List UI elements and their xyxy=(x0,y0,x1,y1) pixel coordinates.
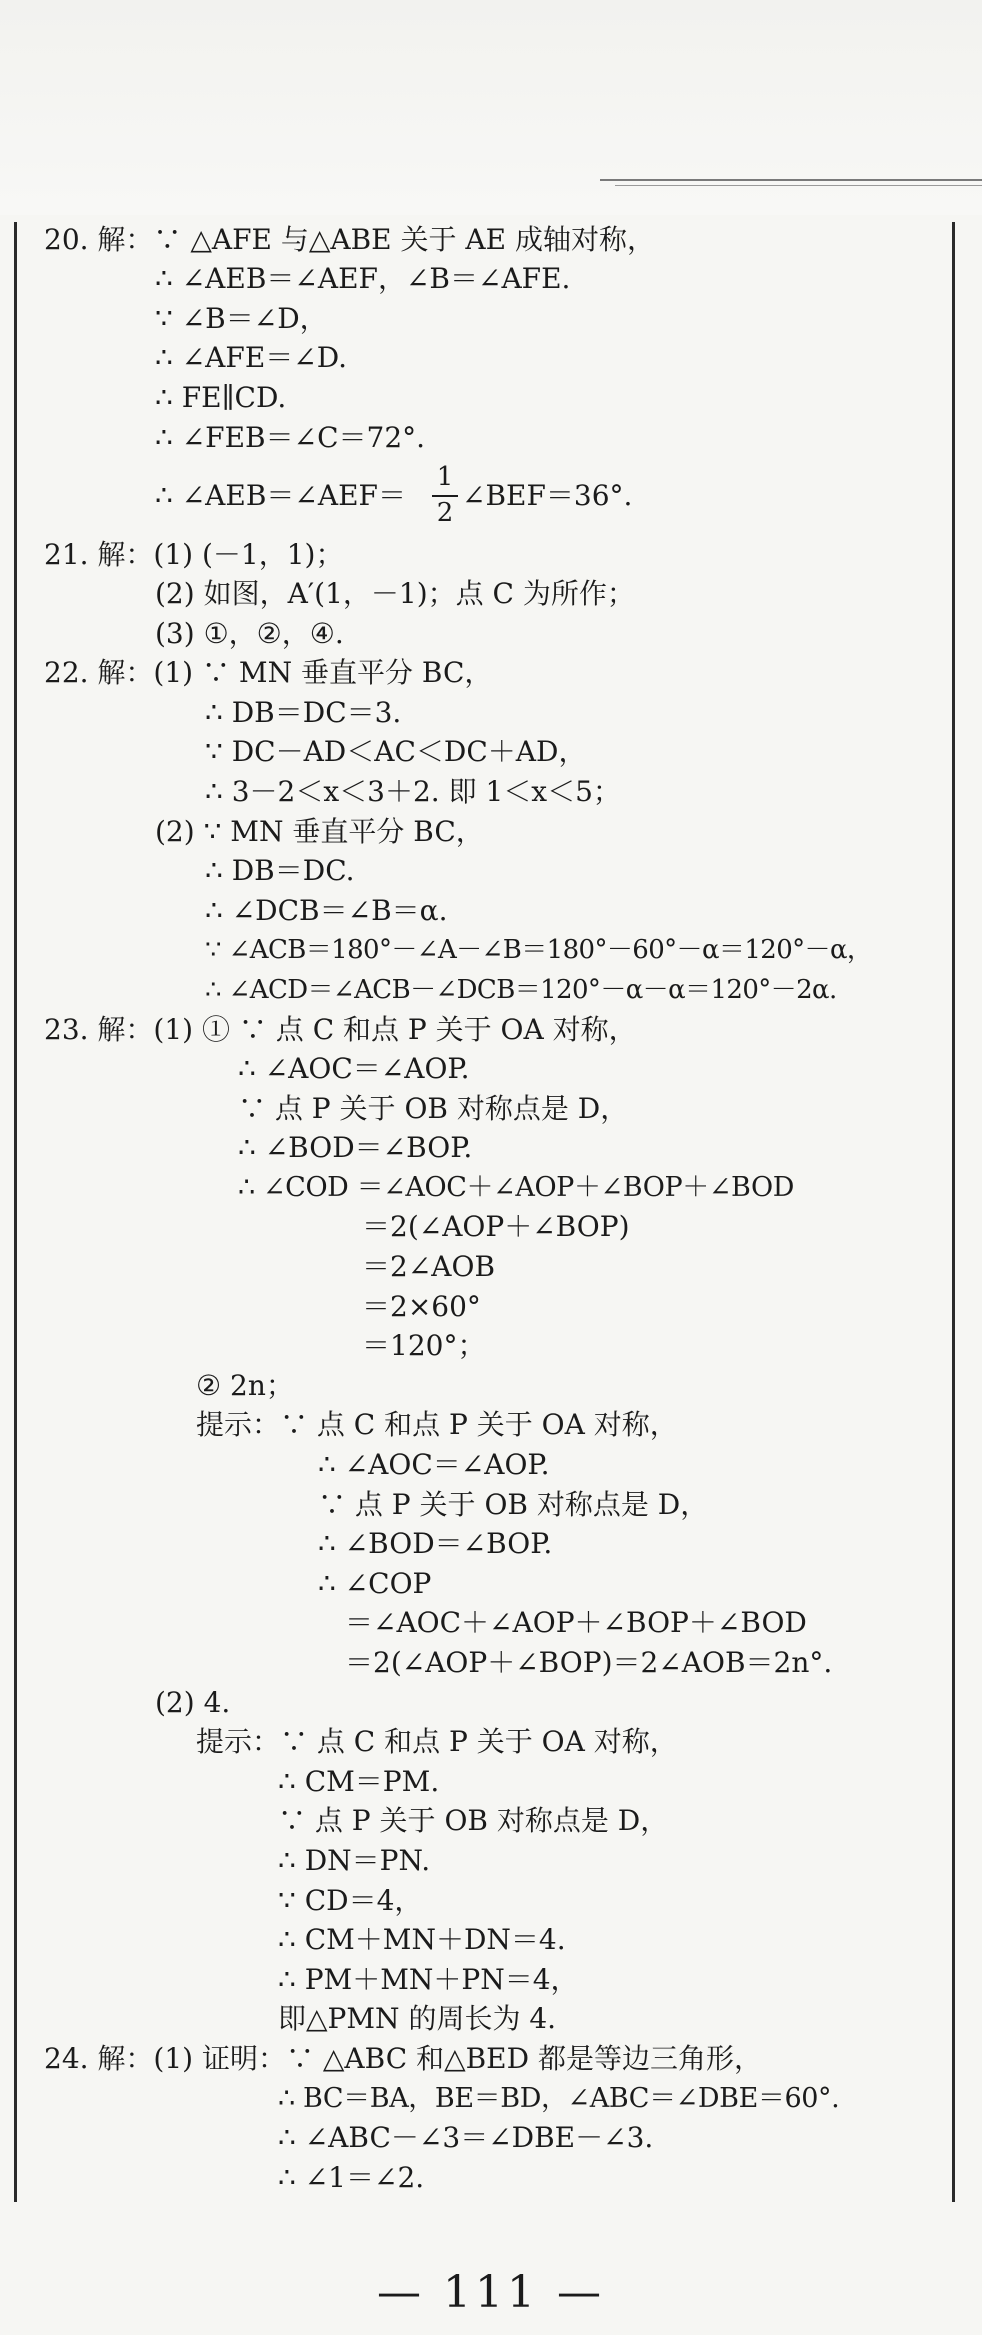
fraction-denominator: 2 xyxy=(436,498,454,528)
answer-line: ∴ CM＝PM. xyxy=(278,1765,440,1798)
right-column-border xyxy=(952,222,955,2202)
left-column-border xyxy=(14,222,17,2202)
answer-line: ∴ DB＝DC＝3. xyxy=(205,696,402,729)
answer-line: ＝2(∠AOP＋∠BOP) xyxy=(362,1210,630,1243)
answer-line: (2) 如图，A′(1，－1)；点 C 为所作； xyxy=(155,577,635,610)
answer-line: ∴ ∠FEB＝∠C＝72°. xyxy=(155,421,426,454)
answer-line: ∵ ∠B＝∠D， xyxy=(155,302,328,335)
answer-line: ∴ DB＝DC. xyxy=(205,854,355,887)
answer-line: ∴ BC＝BA，BE＝BD，∠ABC＝∠DBE＝60°. xyxy=(278,2083,840,2114)
fraction-numerator: 1 xyxy=(436,462,454,492)
answer-line: 20. 解：∵ △AFE 与△ABE 关于 AE 成轴对称， xyxy=(44,223,655,256)
answer-line: ∴ ∠ABC－∠3＝∠DBE－∠3. xyxy=(278,2121,654,2154)
answer-line: ∴ ∠DCB＝∠B＝α. xyxy=(205,894,448,927)
answer-line: ＝120°； xyxy=(362,1329,486,1362)
answer-line: ∴ CM＋MN＋DN＝4. xyxy=(278,1923,566,1956)
answer-line: ＝2×60° xyxy=(362,1290,481,1323)
answer-line: ＝∠AOC＋∠AOP＋∠BOP＋∠BOD xyxy=(345,1606,807,1639)
answer-line: 23. 解：(1) ① ∵ 点 C 和点 P 关于 OA 对称， xyxy=(44,1013,637,1046)
answer-line: ∴ DN＝PN. xyxy=(278,1844,431,1877)
answer-line: 即△PMN 的周长为 4. xyxy=(278,2002,557,2035)
answer-line: ∠BEF＝36°. xyxy=(462,479,633,512)
answer-line: ∴ ∠AFE＝∠D. xyxy=(155,341,348,374)
answer-line: ∵ DC－AD＜AC＜DC＋AD， xyxy=(205,735,587,768)
answer-line: ∴ ∠AOC＝∠AOP. xyxy=(318,1448,550,1481)
answer-line: ∴ FE∥CD. xyxy=(155,381,287,414)
answer-line: ② 2n； xyxy=(196,1369,294,1402)
answer-line: ＝2(∠AOP＋∠BOP)＝2∠AOB＝2n°. xyxy=(345,1646,833,1679)
page-number: — 111 — xyxy=(377,2267,605,2318)
page-top-margin xyxy=(0,0,982,215)
answer-line: ∴ ∠BOD＝∠BOP. xyxy=(238,1131,473,1164)
answer-line: 提示：∵ 点 C 和点 P 关于 OA 对称， xyxy=(196,1408,678,1441)
fraction-bar xyxy=(432,495,458,497)
answer-line: ＝2∠AOB xyxy=(362,1250,496,1283)
answer-line: ∵ CD＝4， xyxy=(278,1884,423,1917)
answer-line: ∴ ∠AEB＝∠AEF＝ xyxy=(155,479,406,512)
answer-line: (3) ①，②，④. xyxy=(155,617,344,650)
answer-line: 提示：∵ 点 C 和点 P 关于 OA 对称， xyxy=(196,1725,678,1758)
answer-line: ∵ 点 P 关于 OB 对称点是 D， xyxy=(318,1488,709,1521)
answer-line: ∴ PM＋MN＋PN＝4， xyxy=(278,1963,579,1996)
answer-line: ∵ ∠ACB＝180°－∠A－∠B＝180°－60°－α＝120°－α， xyxy=(205,935,873,965)
header-rule xyxy=(600,179,982,181)
answer-line: 24. 解：(1) 证明：∵ △ABC 和△BED 都是等边三角形， xyxy=(44,2042,762,2075)
answer-line: 21. 解：(1) (－1，1)； xyxy=(44,538,344,571)
answer-line: ∵ 点 P 关于 OB 对称点是 D， xyxy=(238,1092,629,1125)
answer-line: ∴ ∠BOD＝∠BOP. xyxy=(318,1527,553,1560)
answer-line: ∴ ∠1＝∠2. xyxy=(278,2161,425,2194)
answer-line: ∴ ∠ACD＝∠ACB－∠DCB＝120°－α－α＝120°－2α. xyxy=(205,975,837,1005)
answer-line: ∴ ∠AOC＝∠AOP. xyxy=(238,1052,470,1085)
answer-line: ∴ ∠COP xyxy=(318,1567,432,1600)
answer-line: ∵ 点 P 关于 OB 对称点是 D， xyxy=(278,1804,669,1837)
header-rule xyxy=(615,185,982,186)
answer-line: (2) 4. xyxy=(155,1686,231,1719)
answer-line: 22. 解：(1) ∵ MN 垂直平分 BC， xyxy=(44,656,493,689)
answer-line: ∴ 3－2＜x＜3＋2. 即 1＜x＜5； xyxy=(205,775,621,808)
answer-line: ∴ ∠AEB＝∠AEF，∠B＝∠AFE. xyxy=(155,262,571,295)
answer-line: ∴ ∠COD ＝∠AOC＋∠AOP＋∠BOP＋∠BOD xyxy=(238,1172,794,1203)
answer-line: (2) ∵ MN 垂直平分 BC， xyxy=(155,815,484,848)
